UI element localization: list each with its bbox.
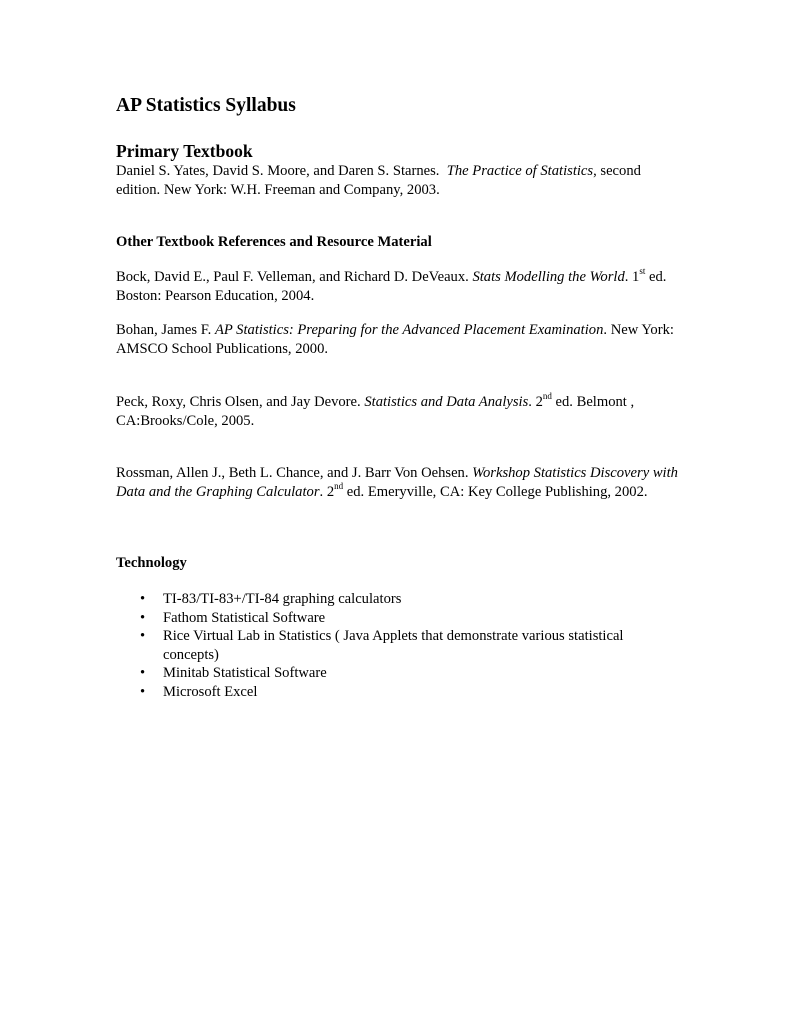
reference-title: Statistics and Data Analysis [364,394,529,410]
primary-textbook-heading: Primary Textbook [116,141,253,161]
citation-title: The Practice of Statistics [446,163,594,179]
reference-entry [116,464,681,501]
list-item-text: Microsoft Excel [163,683,258,700]
reference-authors: Rossman, Allen J., Beth L. Chance, and J. Barr Von Oehsen. [116,465,469,481]
reference-title: Workshop Statistics Discovery with Data and the Graphing Calculator [116,465,678,500]
reference-edition-suffix: nd [334,480,344,491]
technology-heading: Technology [116,555,187,571]
reference-entry [116,393,681,430]
reference-authors: Peck, Roxy, Chris Olsen, and Jay Devore. [116,394,361,410]
bullet-icon: • [140,609,146,626]
reference-edition-suffix: nd [542,391,552,402]
list-item [116,590,681,609]
list-item [116,609,681,628]
list-item-text: Minitab Statistical Software [163,665,327,681]
reference-authors: Bohan, James F. [116,322,212,338]
list-item [116,664,681,683]
reference-title: AP Statistics: Preparing for the Advanced Placement Examination [214,322,604,338]
reference-edition: . 2 [528,394,543,410]
reference-entry [116,268,681,305]
list-item-text: Fathom Statistical Software [163,609,326,626]
reference-rest: ed. Belmont , CA:Brooks/Cole, 2005. [116,394,635,429]
bullet-icon: • [140,665,146,681]
reference-edition: . 2 [319,483,335,500]
page-title: AP Statistics Syllabus [116,95,296,116]
reference-edition: . 1 [624,269,640,285]
bullet-icon: • [140,591,146,607]
reference-entry [116,321,681,358]
list-item [116,683,681,702]
reference-authors: Bock, David E., Paul F. Velleman, and Richard D. DeVeaux. [116,269,469,285]
reference-rest: . New York: AMSCO School Publications, 2000. [116,322,674,357]
citation-rest: , second edition. New York: W.H. Freeman and Company, 2003. [116,163,641,198]
reference-rest: ed. Emeryville, CA: Key College Publishing, 2002. [343,483,648,500]
technology-list [116,590,681,701]
list-item [116,627,681,664]
list-item-text: TI-83/TI-83+/TI-84 graphing calculators [163,591,402,607]
other-references-heading: Other Textbook References and Resource Material [116,234,432,250]
primary-textbook-citation [116,162,681,199]
reference-rest: ed. Boston: Pearson Education, 2004. [116,269,667,304]
bullet-icon: • [140,683,146,700]
reference-title: Stats Modelling the World [472,269,625,285]
reference-edition-suffix: st [639,266,646,277]
list-item-text: Rice Virtual Lab in Statistics ( Java Applets that demonstrate various statistical concepts) [163,628,624,663]
bullet-icon: • [140,628,146,644]
citation-authors: Daniel S. Yates, David S. Moore, and Daren S. Starnes. [116,163,440,179]
